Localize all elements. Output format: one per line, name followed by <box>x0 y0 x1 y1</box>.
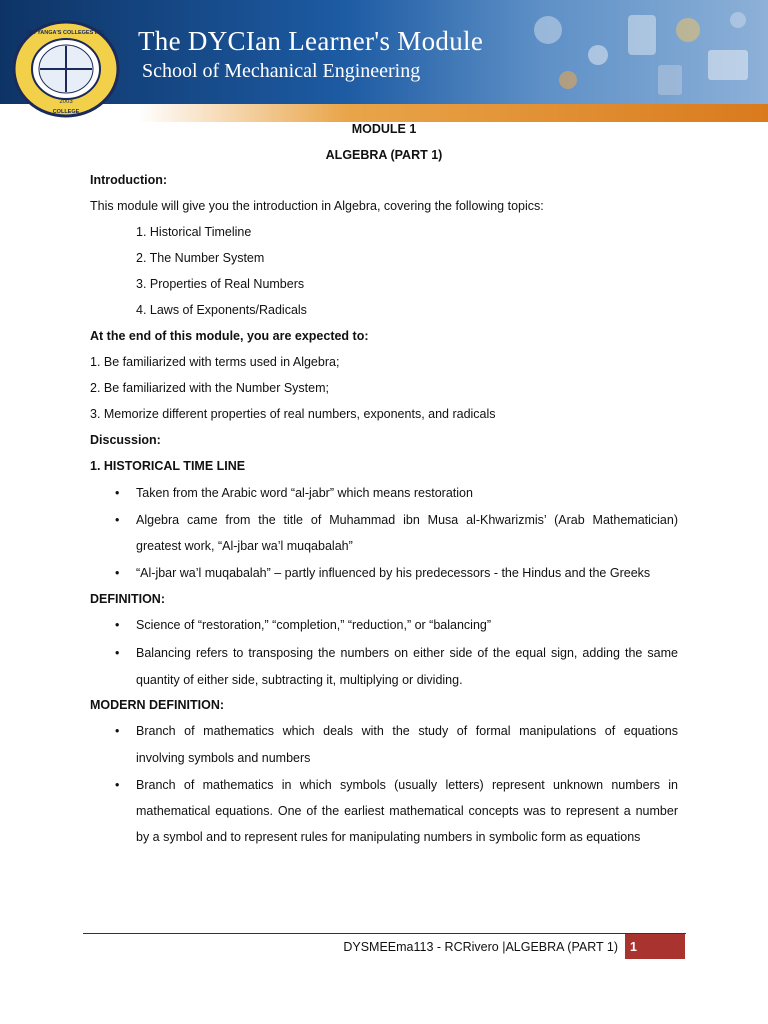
school-name: School of Mechanical Engineering <box>142 60 421 82</box>
modern-item: Branch of mathematics which deals with the study of formal manipulations of equations <box>136 724 678 738</box>
objectives-heading: At the end of this module, you are expected to: <box>90 329 369 343</box>
bullet-icon: • <box>115 618 120 632</box>
module-title: ALGEBRA (PART 1) <box>325 148 443 162</box>
topic-item: 3. Properties of Real Numbers <box>136 277 305 291</box>
modern-item-continued: mathematical equations. One of the earliest mathematical concepts was to represent a number <box>136 804 678 818</box>
modern-item-continued: involving symbols and numbers <box>136 751 311 765</box>
seal-text-top: DR. YANGA'S COLLEGES INC. <box>26 30 106 36</box>
objective-item: 2. Be familiarized with the Number System; <box>90 381 329 395</box>
seal-text-bottom: COLLEGE <box>52 109 80 115</box>
topic-item: 4. Laws of Exponents/Radicals <box>136 303 307 317</box>
bullet-icon: • <box>115 566 120 580</box>
history-item: Taken from the Arabic word “al-jabr” which means restoration <box>136 486 473 500</box>
bullet-icon: • <box>115 513 120 527</box>
module-series-title: The DYCIan Learner's Module <box>138 26 484 56</box>
module-number: MODULE 1 <box>351 122 417 136</box>
seal-year: 2003 <box>59 99 73 105</box>
definition-item-continued: quantity of either side, subtracting it, multiplying or dividing. <box>136 673 463 687</box>
bullet-icon: • <box>115 778 120 792</box>
intro-lead: This module will give you the introduction in Algebra, covering the following topics: <box>90 199 544 213</box>
intro-heading: Introduction: <box>90 173 168 187</box>
footer-divider <box>83 933 686 934</box>
history-item: “Al-jbar wa’l muqabalah” – partly influenced by his predecessors - the Hindus and the Greeks <box>136 566 651 580</box>
bullet-icon: • <box>115 646 120 660</box>
topic-item: 1. Historical Timeline <box>136 225 252 239</box>
discussion-heading: Discussion: <box>90 433 161 447</box>
definition-item: Science of “restoration,” “completion,” “reduction,” or “balancing” <box>136 618 492 632</box>
history-item: Algebra came from the title of Muhammad ibn Musa al-Khwarizmis’ (Arab Mathematician) <box>136 513 678 527</box>
definition-heading: DEFINITION: <box>90 592 165 606</box>
topic-item: 2. The Number System <box>136 251 265 265</box>
modern-definition-heading: MODERN DEFINITION: <box>90 698 225 712</box>
objective-item: 3. Memorize different properties of real numbers, exponents, and radicals <box>90 407 496 421</box>
history-item-continued: greatest work, “Al-jbar wa’l muqabalah” <box>136 539 353 553</box>
modern-item: Branch of mathematics in which symbols (usually letters) represent unknown numbers in <box>136 778 678 792</box>
section-heading-history: 1. HISTORICAL TIME LINE <box>90 459 246 473</box>
footer-course-code: DYSMEEma113 - RCRivero |ALGEBRA (PART 1) <box>343 940 618 954</box>
bullet-icon: • <box>115 486 120 500</box>
objective-item: 1. Be familiarized with terms used in Algebra; <box>90 355 340 369</box>
definition-item: Balancing refers to transposing the numbers on either side of the equal sign, adding the same <box>136 646 678 660</box>
page-number: 1 <box>630 940 637 954</box>
modern-item-continued: by a symbol and to represent rules for manipulating numbers in symbolic form as equations <box>136 830 641 844</box>
bullet-icon: • <box>115 724 120 738</box>
